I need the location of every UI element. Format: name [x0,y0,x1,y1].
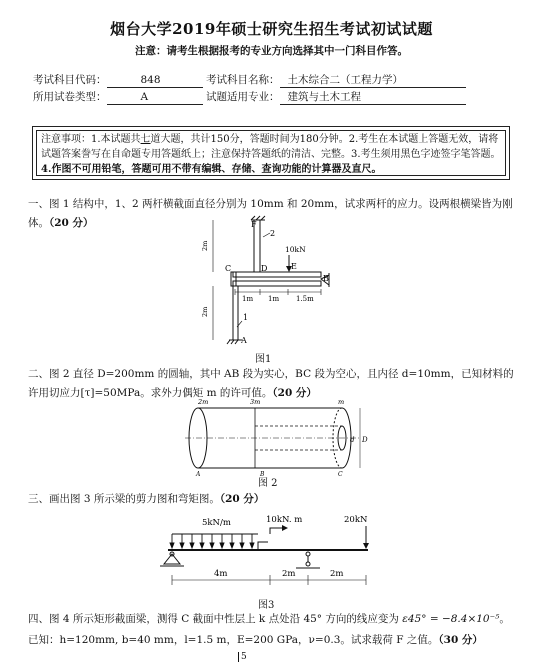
label-D: D [261,264,268,273]
exam-notice: 注意：请考生根据报考的专业方向选择其中一门科目作答。 [135,45,408,57]
label-A: A [241,336,247,345]
type-label: 所用试卷类型： [33,91,107,103]
label-m: m [338,398,345,406]
q2-text: 二、图 2 直径 D=200mm 的圆轴，其中 AB 段为实心，BC 段为空心，且内径 d=10mm，已知材料的许用切应力[τ]=50MPa。求外力偶矩 m 的许可值。（20 分） [28,368,514,399]
label-d: d [350,436,355,444]
label-D: D [362,436,368,444]
label-force: 20kN [344,515,368,525]
label-E: E [291,262,297,271]
info-row-1b [206,72,466,88]
code-label: 考试科目代码： [33,74,107,86]
q3-text: 三、画出图 3 所示梁的剪力图和弯矩图。（20 分） [28,493,265,505]
dim-seg3: 1.5m [296,295,314,303]
name-value: 土木综合二（工程力学） [280,74,466,88]
label-A2: A [196,471,201,476]
question-count: 七 [140,134,151,145]
instructions-text: 注意事项：1.本试题共七道大题，共计150分，答题时间为180分钟。2.考生在本试题上答题无效，请将试题答案誊写在自命题专用答题纸上；注意保持答题纸的清洁、完整。3.考生须用黑色字迹签字笔答题。4.作图不可用铅笔，答题可用不带有编辑、存储、查询功能的计算器及直尺。 [36,130,506,176]
label-B2: B [260,471,265,476]
label-moment: 10kN. m [266,515,303,525]
info-row-2 [33,89,203,105]
major-label: 试题适用专业： [206,91,280,103]
label-B: B [323,274,329,283]
upper-beam [233,272,321,277]
figure-2 [180,398,370,476]
label-C: C [225,264,232,273]
strain-value: ε45° = −8.4×10⁻⁵ [402,613,500,625]
instructions-box [32,126,510,180]
dim-bottom: 2m [201,306,209,317]
fig3-caption: 图3 [258,600,275,611]
fig1-caption: 图1 [255,354,272,365]
figure-1 [195,215,345,350]
q4-line1: 四、图 4 所示矩形截面梁，测得 C 截面中性层上 k 点处沿 45° 方向的线应变为 ε45° = −8.4×10⁻⁵。 [28,613,510,625]
code-value: 848 [107,74,203,88]
label-3m: 3m [250,398,261,406]
label-bar1: 1 [243,313,249,322]
label-load: 10kN [285,245,306,254]
bar-1 [233,286,238,340]
label-2m: 2m [198,398,209,406]
label-F: F [251,220,257,229]
dim-top: 2m [201,240,209,251]
q4-line2: 已知：h=120mm, b=40 mm，l=1.5 m，E=200 GPa，ν=0.3。试求载荷 F 之值。（30 分） [28,634,483,646]
page-number: 5 [238,652,247,662]
major-value: 建筑与土木工程 [280,91,466,105]
info-row-2b [206,89,466,105]
dim-4m: 4m [214,569,228,579]
fig2-caption: 图 2 [258,478,278,489]
label-bar2: 2 [270,229,276,238]
dim-2m-b: 2m [330,569,344,579]
label-q: 5kN/m [202,518,231,528]
lower-beam [233,281,321,286]
figure-3 [158,510,383,600]
dim-2m-a: 2m [282,569,296,579]
dim-seg2: 1m [268,295,280,303]
label-C2: C [338,471,343,476]
exam-title: 烟台大学2019年硕士研究生招生考试初试试题 [110,20,433,38]
name-label: 考试科目名称： [206,74,280,86]
info-row-1 [33,72,203,88]
q1-text: 一、图 1 结构中，1、2 两杆横截面直径分别为 10mm 和 20mm，试求两杆的应力。设两根横梁皆为刚体。（20 分） [28,198,513,229]
dim-seg1: 1m [242,295,254,303]
type-value: A [107,91,203,105]
